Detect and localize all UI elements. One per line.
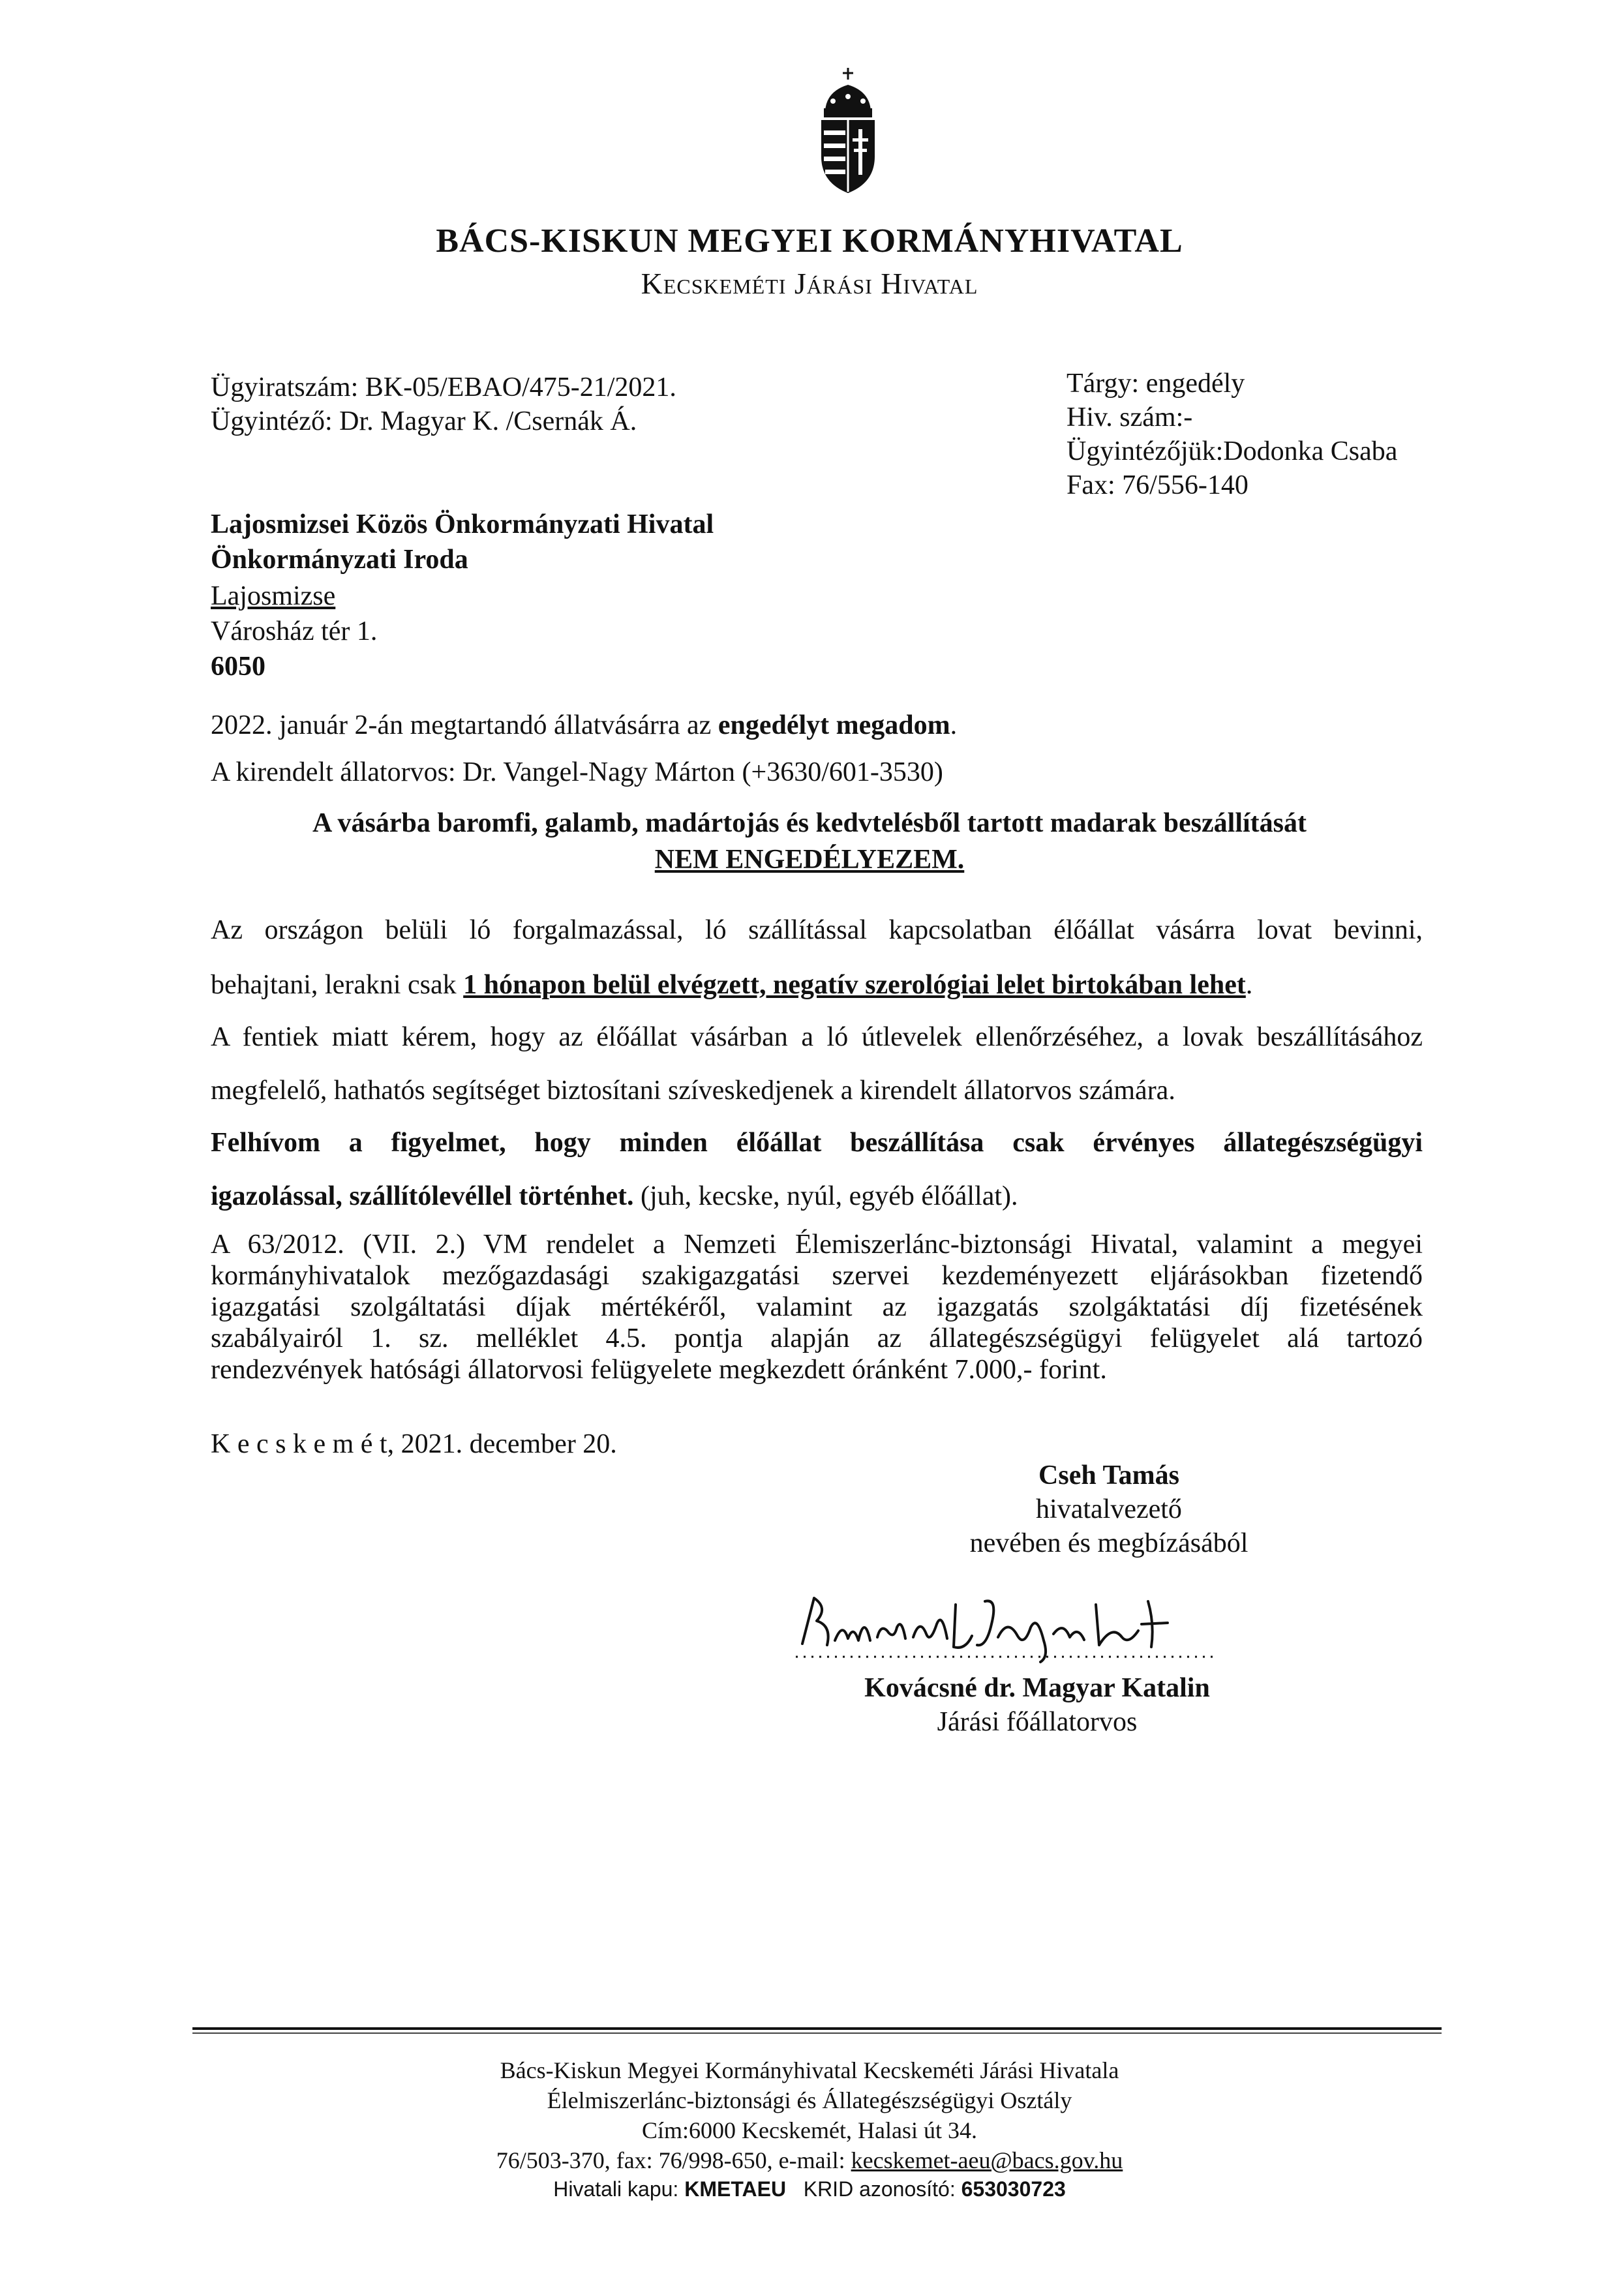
signer-name: Cseh Tamás <box>1038 1460 1179 1490</box>
signatory-title: Járási főállatorvos <box>937 1707 1138 1737</box>
recipient-city: Lajosmizse <box>211 581 336 611</box>
attention-line2 <box>211 1179 1018 1213</box>
footer-line1: Bács-Kiskun Megyei Kormányhivatal Kecskeméti Járási Hivatala <box>500 2057 1119 2083</box>
permit-period: . <box>950 710 958 740</box>
footer-rule-thin <box>192 2032 1442 2034</box>
recipient-zip: 6050 <box>211 652 265 682</box>
horse-period: . <box>1245 970 1253 1000</box>
fee-line2: kormányhivatalok mezőgazdasági szakigazgatási szervei kezdeményezett eljárásokban fizetendő <box>211 1261 1423 1291</box>
subject: Tárgy: engedély <box>1067 369 1245 399</box>
attention-line1: Felhívom a figyelmet, hogy minden élőállat beszállítása csak érvényes állategészségügyi <box>211 1128 1423 1158</box>
footer-krid-value: 653030723 <box>961 2177 1066 2201</box>
footer-gate-label: Hivatali kapu: <box>553 2177 685 2201</box>
fee-line5: rendezvények hatósági állatorvosi felügyelete megkezdett óránként 7.000,- forint. <box>211 1355 1107 1385</box>
signer-title: hivatalvezető <box>1036 1494 1182 1524</box>
attention-bold: igazolással, szállítólevéllel történhet. <box>211 1181 634 1211</box>
horse-text: behajtani, lerakni csak <box>211 970 464 1000</box>
horse-paragraph-line2 <box>211 968 1252 1002</box>
vet-paragraph: A kirendelt állatorvos: Dr. Vangel-Nagy Márton (+3630/601-3530) <box>211 757 943 787</box>
notice-line1: A vásárba baromfi, galamb, madártojás és kedvtelésből tartott madarak beszállítását <box>312 808 1307 838</box>
request-line1: A fentiek miatt kérem, hogy az élőállat vásárban a ló útlevelek ellenőrzéséhez, a lovak beszállításához <box>211 1022 1423 1052</box>
ref-number: Hiv. szám:- <box>1067 402 1193 432</box>
administrator: Ügyintéző: Dr. Magyar K. /Csernák Á. <box>211 406 637 436</box>
notice-line2: NEM ENGEDÉLYEZEM. <box>654 845 965 875</box>
footer-gate-value: KMETAEU <box>684 2177 787 2201</box>
attention-rest: (juh, kecske, nyúl, egyéb élőállat). <box>633 1181 1018 1211</box>
fee-line4: szabályairól 1. sz. melléklet 4.5. pontja alapján az állategészségügyi felügyelet alá tartozó <box>211 1323 1423 1353</box>
office-name: Kecskeméti Járási Hivatal <box>641 267 978 300</box>
org-name: BÁCS-KISKUN MEGYEI KORMÁNYHIVATAL <box>436 222 1183 260</box>
recipient-line2: Önkormányzati Iroda <box>211 545 468 575</box>
on-behalf: nevében és megbízásából <box>969 1528 1248 1558</box>
permit-text: 2022. január 2-án megtartandó állatvásárra az <box>211 710 718 740</box>
request-line2: megfelelő, hathatós segítséget biztosítani szíveskedjenek a kirendelt állatorvos számára. <box>211 1076 1175 1106</box>
permit-paragraph <box>211 708 957 742</box>
footer-line5 <box>0 2176 1619 2202</box>
horse-condition: 1 hónapon belül elvégzett, negatív szerológiai lelet birtokában lehet <box>463 970 1246 1000</box>
fee-line3: igazgatási szolgáltatási díjak mértékéről, valamint az igazgatás szolgáktatási díj fizetésének <box>211 1292 1423 1322</box>
footer-line3: Cím:6000 Kecskemét, Halasi út 34. <box>642 2117 977 2143</box>
footer-line4 <box>0 2146 1619 2175</box>
horse-paragraph-line1: Az országon belüli ló forgalmazással, ló szállítással kapcsolatban élőállat vásárra lovat bevinni, <box>211 915 1423 945</box>
footer-email-link[interactable]: kecskemet-aeu@bacs.gov.hu <box>851 2147 1123 2173</box>
recipient-street: Városház tér 1. <box>211 616 378 646</box>
footer-contact: 76/503-370, fax: 76/998-650, e-mail: <box>496 2147 851 2173</box>
footer-rule <box>192 2027 1442 2030</box>
handwritten-signature <box>783 1585 1239 1670</box>
footer-line2: Élelmiszerlánc-biztonsági és Állategészségügyi Osztály <box>547 2087 1072 2113</box>
recipient-line1: Lajosmizsei Közös Önkormányzati Hivatal <box>211 509 714 539</box>
signatory-name: Kovácsné dr. Magyar Katalin <box>864 1673 1210 1703</box>
footer-krid-label: KRID azonosító: <box>786 2177 961 2201</box>
their-administrator: Ügyintézőjük:Dodonka Csaba <box>1067 436 1398 466</box>
case-number: Ügyiratszám: BK-05/EBAO/475-21/2021. <box>211 372 676 402</box>
permit-granted: engedélyt megadom <box>718 710 950 740</box>
fax: Fax: 76/556-140 <box>1067 470 1248 500</box>
fee-line1: A 63/2012. (VII. 2.) VM rendelet a Nemzeti Élemiszerlánc-biztonsági Hivatal, valamint a megyei <box>211 1230 1423 1260</box>
place-date: K e c s k e m é t, 2021. december 20. <box>211 1429 617 1459</box>
hungarian-coat-of-arms-icon <box>812 65 884 196</box>
